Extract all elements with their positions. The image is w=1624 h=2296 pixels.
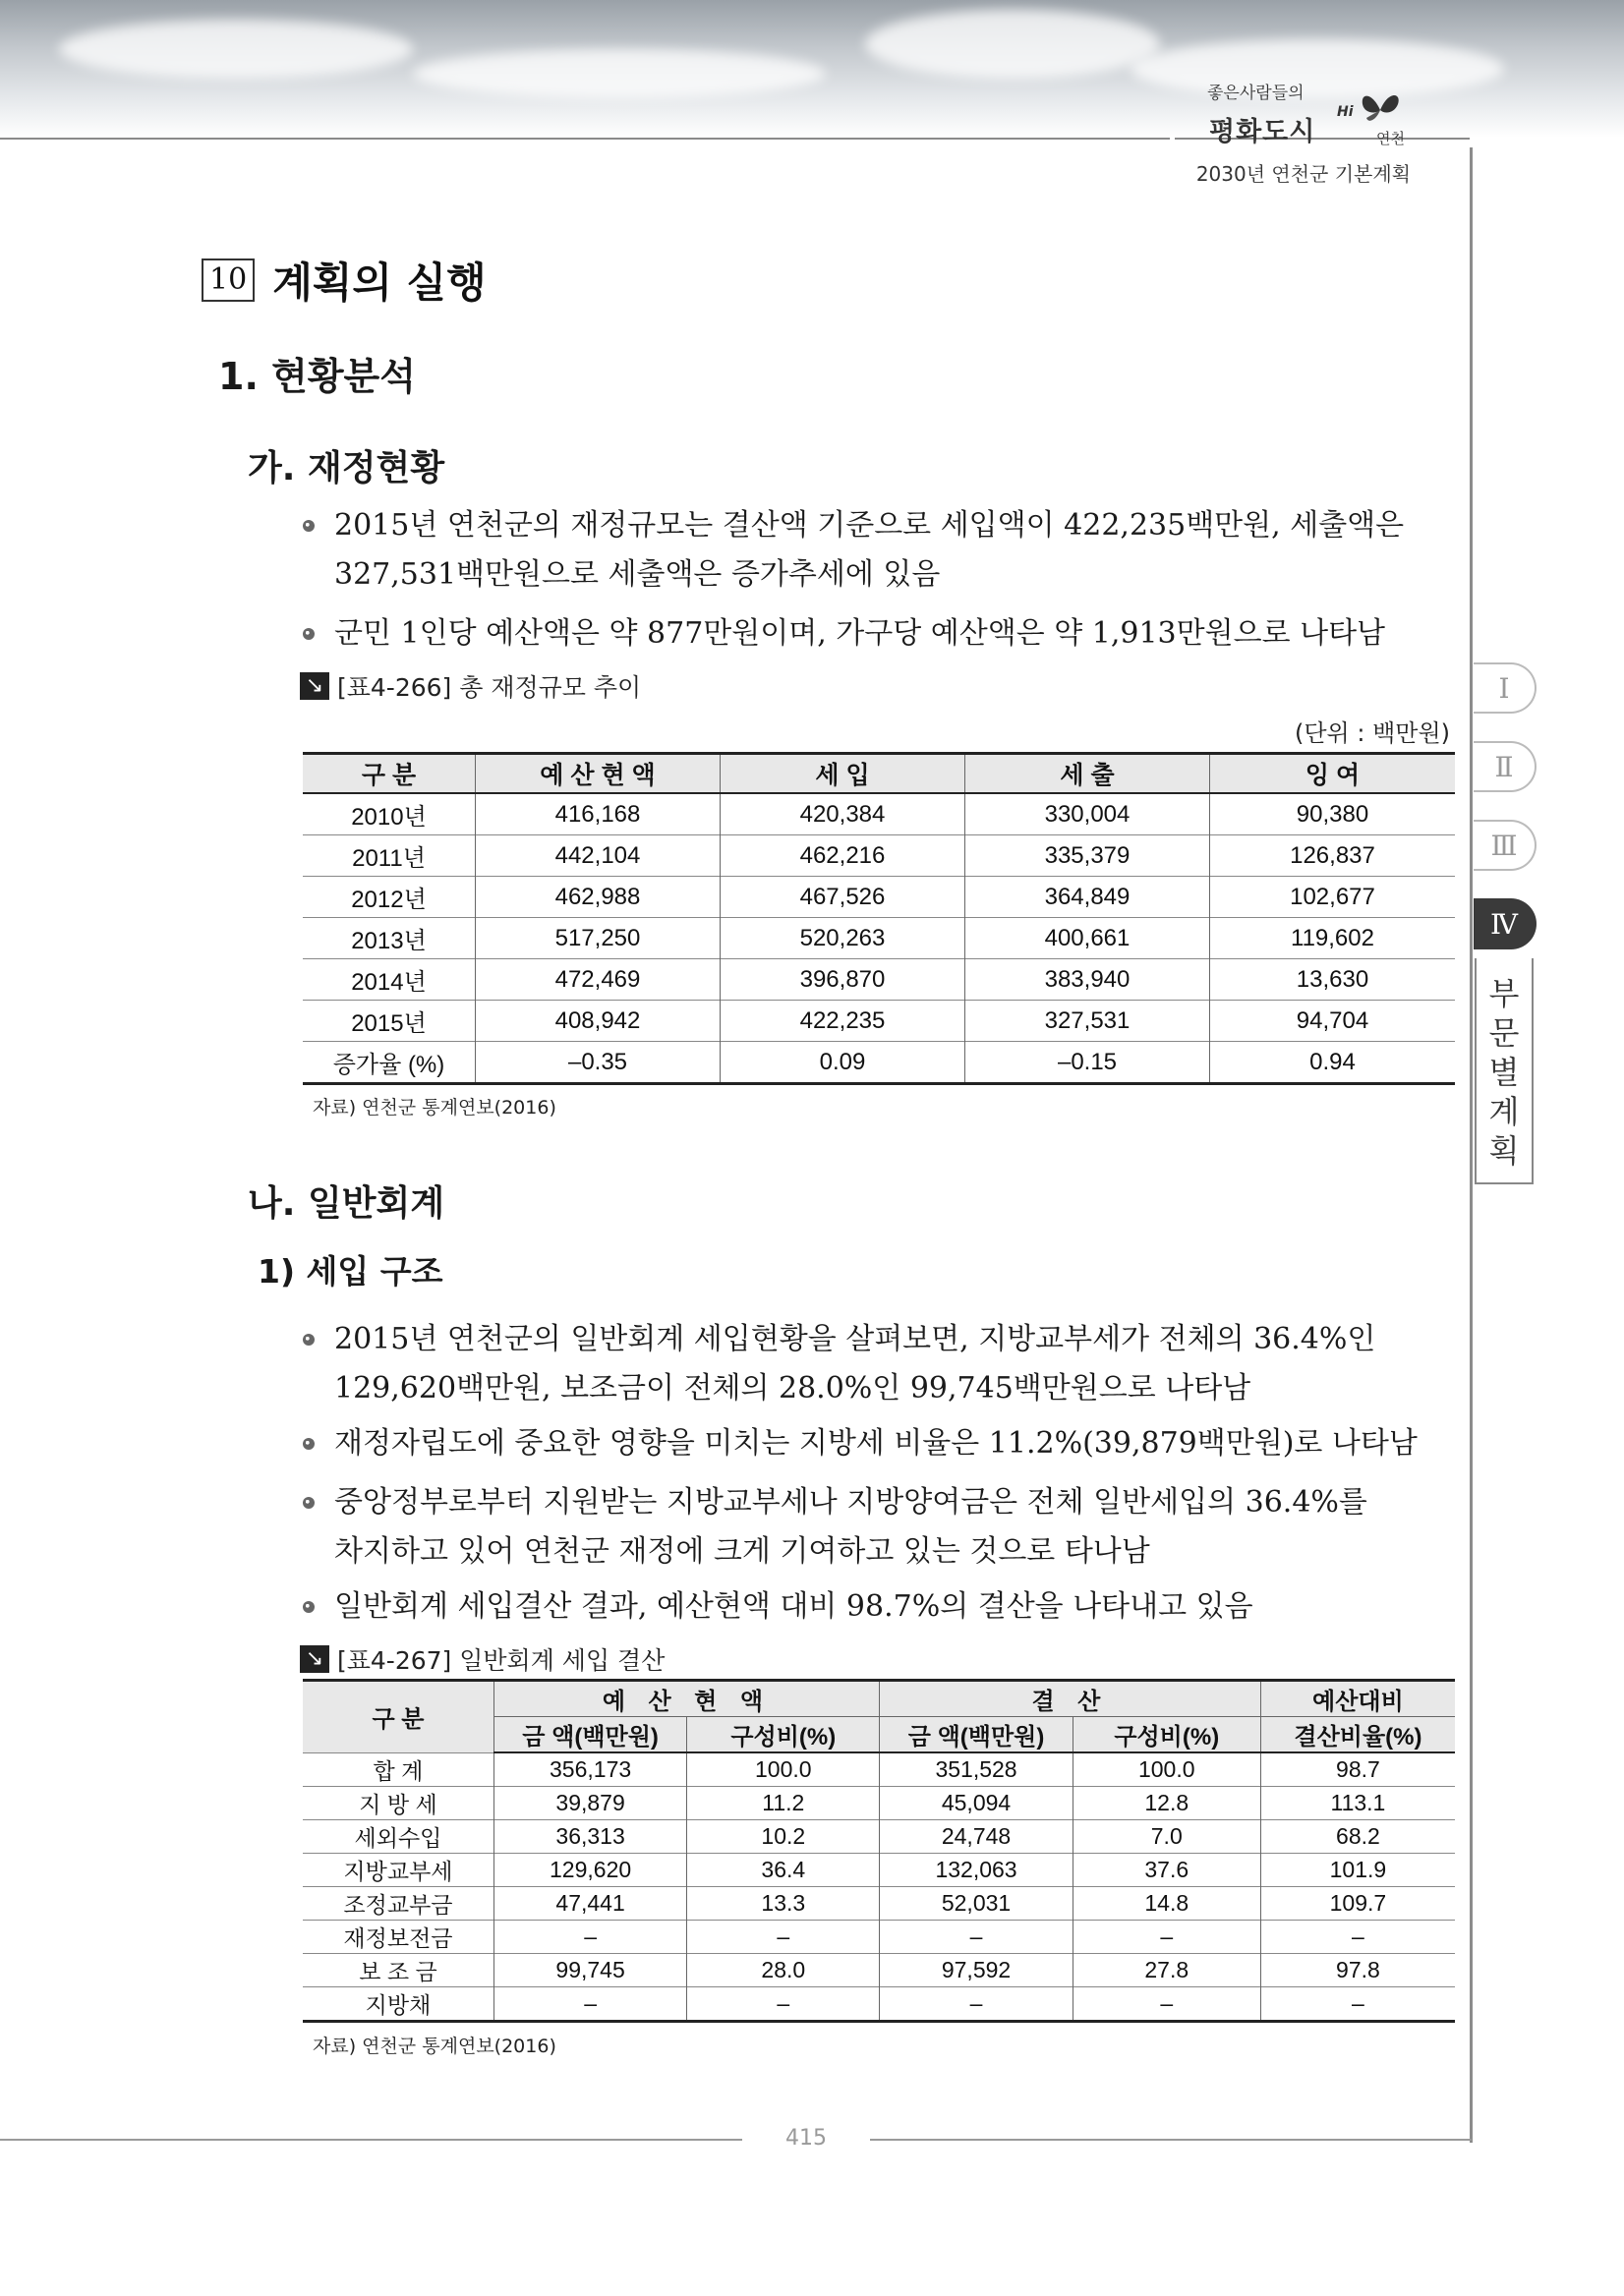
table-cell: 383,940 bbox=[965, 959, 1210, 1001]
bullet-line: 차지하고 있어 연천군 재정에 크게 기여하고 있는 것으로 타나남 bbox=[334, 1534, 1150, 1569]
table-cell: 12.8 bbox=[1073, 1787, 1260, 1820]
table-cell: 2015년 bbox=[303, 1001, 476, 1042]
table-cell: 472,469 bbox=[476, 959, 721, 1001]
table-cell: – bbox=[1073, 1987, 1260, 2022]
subsection-heading-finance: 가. 재정현황 bbox=[248, 448, 445, 488]
table-cell: 13,630 bbox=[1210, 959, 1456, 1001]
table-row bbox=[303, 1820, 1455, 1854]
table-cell: 462,216 bbox=[721, 835, 965, 877]
table-cell: 90,380 bbox=[1210, 793, 1456, 835]
arrow-icon: ↘ bbox=[300, 1645, 329, 1673]
table-cell: 97,592 bbox=[880, 1954, 1073, 1987]
subsection-heading-general-account: 나. 일반회계 bbox=[248, 1183, 445, 1224]
table-header: 구 분 bbox=[303, 754, 476, 794]
table-cell: 408,942 bbox=[476, 1001, 721, 1042]
table-caption-text: [표4-267] 일반회계 세입 결산 bbox=[337, 1646, 666, 1675]
table-cell: 36,313 bbox=[493, 1820, 686, 1854]
side-label-char: 획 bbox=[1488, 1132, 1520, 1170]
table-cell: 0.09 bbox=[721, 1042, 965, 1084]
subsection-heading-1: 1. 현황분석 bbox=[218, 355, 416, 398]
table-cell: 119,602 bbox=[1210, 918, 1456, 959]
table-cell: 보 조 금 bbox=[303, 1954, 493, 1987]
table-source: 자료) 연천군 통계연보(2016) bbox=[313, 1097, 556, 1119]
table-cell: 합 계 bbox=[303, 1752, 493, 1787]
table-row bbox=[303, 1954, 1455, 1987]
table-row bbox=[303, 793, 1455, 835]
header-rule-left bbox=[0, 138, 1170, 140]
table-cell: 조정교부금 bbox=[303, 1887, 493, 1921]
table-cell: – bbox=[687, 1921, 880, 1954]
bullet-item bbox=[303, 1419, 1423, 1468]
table-cell: 330,004 bbox=[965, 793, 1210, 835]
table-cell: –0.35 bbox=[476, 1042, 721, 1084]
table-cell: 7.0 bbox=[1073, 1820, 1260, 1854]
table-header: 금 액(백만원) bbox=[880, 1717, 1073, 1753]
table-cell: 97.8 bbox=[1260, 1954, 1455, 1987]
side-label-char: 계 bbox=[1488, 1093, 1520, 1130]
chapter-tab-3[interactable]: Ⅲ bbox=[1474, 820, 1537, 871]
arrow-icon: ↘ bbox=[300, 672, 329, 700]
table-header: 예 산 현 액 bbox=[476, 754, 721, 794]
table-header: 잉 여 bbox=[1210, 754, 1456, 794]
table-unit: (단위 : 백만원) bbox=[1295, 719, 1450, 747]
table-cell: 420,384 bbox=[721, 793, 965, 835]
table-cell: – bbox=[1260, 1987, 1455, 2022]
bullet-line: 327,531백만원으로 세출액은 증가추세에 있음 bbox=[334, 557, 941, 592]
chapter-side-label bbox=[1475, 958, 1534, 1184]
table-cell: 109.7 bbox=[1260, 1887, 1455, 1921]
side-label-char: 별 bbox=[1488, 1054, 1520, 1091]
bullet-item bbox=[303, 501, 1423, 600]
plan-title: 2030년 연천군 기본계획 bbox=[1195, 162, 1411, 186]
chapter-tab-4[interactable]: Ⅳ bbox=[1474, 898, 1537, 949]
table-cell: 102,677 bbox=[1210, 877, 1456, 918]
table-caption bbox=[300, 668, 641, 704]
table-row bbox=[303, 1887, 1455, 1921]
table-cell: 13.3 bbox=[687, 1887, 880, 1921]
logo-city: 연천 bbox=[1376, 130, 1405, 147]
table-header: 결산비율(%) bbox=[1260, 1717, 1455, 1753]
table-cell: – bbox=[1073, 1921, 1260, 1954]
table-row bbox=[303, 1752, 1455, 1787]
table-cell: 517,250 bbox=[476, 918, 721, 959]
bullet-dot-icon bbox=[303, 1601, 315, 1613]
bullet-text: 군민 1인당 예산액은 약 877만원이며, 가구당 예산액은 약 1,913만원으로 나타남 bbox=[334, 616, 1386, 651]
table-cell: 45,094 bbox=[880, 1787, 1073, 1820]
bullet-dot-icon bbox=[303, 1438, 315, 1450]
table-cell: 2011년 bbox=[303, 835, 476, 877]
table-cell: 416,168 bbox=[476, 793, 721, 835]
table-row bbox=[303, 959, 1455, 1001]
table-cell: 재정보전금 bbox=[303, 1921, 493, 1954]
table-cell: 11.2 bbox=[687, 1787, 880, 1820]
table-row bbox=[303, 877, 1455, 918]
table-header: 세 출 bbox=[965, 754, 1210, 794]
sub-subsection-heading: 1) 세입 구조 bbox=[258, 1252, 443, 1291]
table-header: 금 액(백만원) bbox=[493, 1717, 686, 1753]
table-header: 세 입 bbox=[721, 754, 965, 794]
section-number-box: 10 bbox=[202, 258, 255, 302]
bullet-item bbox=[303, 1478, 1423, 1577]
table-caption bbox=[300, 1641, 665, 1677]
table-caption-text: [표4-266] 총 재정규모 추이 bbox=[337, 673, 642, 702]
table-cell: 2013년 bbox=[303, 918, 476, 959]
table-cell: 52,031 bbox=[880, 1887, 1073, 1921]
table-cell: 28.0 bbox=[687, 1954, 880, 1987]
table-cell: 113.1 bbox=[1260, 1787, 1455, 1820]
bullet-line: 2015년 연천군의 일반회계 세입현황을 살펴보면, 지방교부세가 전체의 36.4%인 bbox=[334, 1322, 1376, 1356]
bullet-dot-icon bbox=[303, 1497, 315, 1509]
table-cell: 364,849 bbox=[965, 877, 1210, 918]
bullet-dot-icon bbox=[303, 520, 315, 532]
finance-scale-table bbox=[303, 752, 1455, 1085]
table-cell: 지 방 세 bbox=[303, 1787, 493, 1820]
logo-tagline: 좋은사람들의 bbox=[1207, 84, 1305, 103]
table-source: 자료) 연천군 통계연보(2016) bbox=[313, 2036, 556, 2057]
table-cell: 351,528 bbox=[880, 1752, 1073, 1787]
table-row bbox=[303, 1987, 1455, 2022]
table-cell: 467,526 bbox=[721, 877, 965, 918]
table-cell: 14.8 bbox=[1073, 1887, 1260, 1921]
table-cell: 2010년 bbox=[303, 793, 476, 835]
bullet-line: 2015년 연천군의 재정규모는 결산액 기준으로 세입액이 422,235백만원, 세출액은 bbox=[334, 508, 1405, 543]
table-cell: 0.94 bbox=[1210, 1042, 1456, 1084]
bullet-dot-icon bbox=[303, 628, 315, 640]
table-row bbox=[303, 1854, 1455, 1887]
bullet-line: 중앙정부로부터 지원받는 지방교부세나 지방양여금은 전체 일반세입의 36.4%를 bbox=[334, 1485, 1367, 1520]
table-header: 구성비(%) bbox=[1073, 1717, 1260, 1753]
table-cell: 462,988 bbox=[476, 877, 721, 918]
table-cell: 36.4 bbox=[687, 1854, 880, 1887]
table-cell: 지방채 bbox=[303, 1987, 493, 2022]
table-cell: 10.2 bbox=[687, 1820, 880, 1854]
right-edge-rule bbox=[1470, 147, 1473, 2143]
table-cell: 세외수입 bbox=[303, 1820, 493, 1854]
general-revenue-table bbox=[303, 1679, 1455, 2023]
footer-rule-left bbox=[0, 2139, 742, 2141]
table-cell: –0.15 bbox=[965, 1042, 1210, 1084]
bullet-text bbox=[303, 1478, 1423, 1577]
table-row bbox=[303, 1921, 1455, 1954]
table-cell: 68.2 bbox=[1260, 1820, 1455, 1854]
side-label-char: 부 bbox=[1488, 975, 1520, 1012]
table-cell: 47,441 bbox=[493, 1887, 686, 1921]
table-row bbox=[303, 835, 1455, 877]
table-cell: – bbox=[1260, 1921, 1455, 1954]
table-cell: – bbox=[880, 1987, 1073, 2022]
table-row bbox=[303, 1001, 1455, 1042]
chapter-tab-1[interactable]: Ⅰ bbox=[1474, 662, 1537, 714]
table-row bbox=[303, 1787, 1455, 1820]
table-cell: 2012년 bbox=[303, 877, 476, 918]
table-header: 구 분 bbox=[303, 1681, 493, 1753]
table-cell: 396,870 bbox=[721, 959, 965, 1001]
table-cell: 27.8 bbox=[1073, 1954, 1260, 1987]
table-cell: 400,661 bbox=[965, 918, 1210, 959]
table-cell: 422,235 bbox=[721, 1001, 965, 1042]
table-cell: 126,837 bbox=[1210, 835, 1456, 877]
table-cell: – bbox=[493, 1987, 686, 2022]
logo-hi: Hi bbox=[1337, 104, 1354, 120]
bullet-item bbox=[303, 1582, 1423, 1632]
table-cell: – bbox=[880, 1921, 1073, 1954]
table-header: 결 산 bbox=[880, 1681, 1260, 1717]
table-header: 예 산 현 액 bbox=[493, 1681, 879, 1717]
table-cell: 100.0 bbox=[687, 1752, 880, 1787]
table-cell: – bbox=[687, 1987, 880, 2022]
table-cell: 99,745 bbox=[493, 1954, 686, 1987]
table-cell: 94,704 bbox=[1210, 1001, 1456, 1042]
table-cell: 442,104 bbox=[476, 835, 721, 877]
bullet-item bbox=[303, 1315, 1423, 1413]
table-header: 예산대비 bbox=[1260, 1681, 1455, 1717]
table-cell: 356,173 bbox=[493, 1752, 686, 1787]
table-header: 구성비(%) bbox=[687, 1717, 880, 1753]
bullet-text bbox=[303, 1315, 1423, 1413]
table-cell: 39,879 bbox=[493, 1787, 686, 1820]
table-cell: 지방교부세 bbox=[303, 1854, 493, 1887]
table-cell: – bbox=[493, 1921, 686, 1954]
footer-rule-right bbox=[870, 2139, 1472, 2141]
table-row bbox=[303, 918, 1455, 959]
table-cell: 327,531 bbox=[965, 1001, 1210, 1042]
logo-main-text: 평화도시 bbox=[1209, 117, 1316, 147]
bullet-text: 일반회계 세입결산 결과, 예산현액 대비 98.7%의 결산을 나타내고 있음 bbox=[334, 1589, 1253, 1624]
bullet-item bbox=[303, 609, 1423, 659]
table-cell: 101.9 bbox=[1260, 1854, 1455, 1887]
table-cell: 2014년 bbox=[303, 959, 476, 1001]
chapter-tab-2[interactable]: Ⅱ bbox=[1474, 741, 1537, 792]
section-title: 계획의 실행 bbox=[272, 258, 487, 307]
city-logo bbox=[1189, 69, 1445, 157]
page-number: 415 bbox=[785, 2126, 827, 2151]
table-cell: 335,379 bbox=[965, 835, 1210, 877]
table-cell: 520,263 bbox=[721, 918, 965, 959]
section-heading bbox=[202, 251, 487, 310]
bullet-dot-icon bbox=[303, 1334, 315, 1346]
bullet-line: 129,620백만원, 보조금이 전체의 28.0%인 99,745백만원으로 나타남 bbox=[334, 1371, 1251, 1406]
butterfly-icon bbox=[1359, 86, 1402, 126]
table-cell: 132,063 bbox=[880, 1854, 1073, 1887]
bullet-text bbox=[303, 501, 1423, 600]
table-row bbox=[303, 1042, 1455, 1084]
table-cell: 98.7 bbox=[1260, 1752, 1455, 1787]
table-cell: 24,748 bbox=[880, 1820, 1073, 1854]
table-cell: 100.0 bbox=[1073, 1752, 1260, 1787]
table-cell: 37.6 bbox=[1073, 1854, 1260, 1887]
bullet-text: 재정자립도에 중요한 영향을 미치는 지방세 비율은 11.2%(39,879백만원)로 나타남 bbox=[334, 1426, 1418, 1461]
table-cell: 129,620 bbox=[493, 1854, 686, 1887]
table-cell: 증가율 (%) bbox=[303, 1042, 476, 1084]
side-label-char: 문 bbox=[1488, 1014, 1520, 1052]
